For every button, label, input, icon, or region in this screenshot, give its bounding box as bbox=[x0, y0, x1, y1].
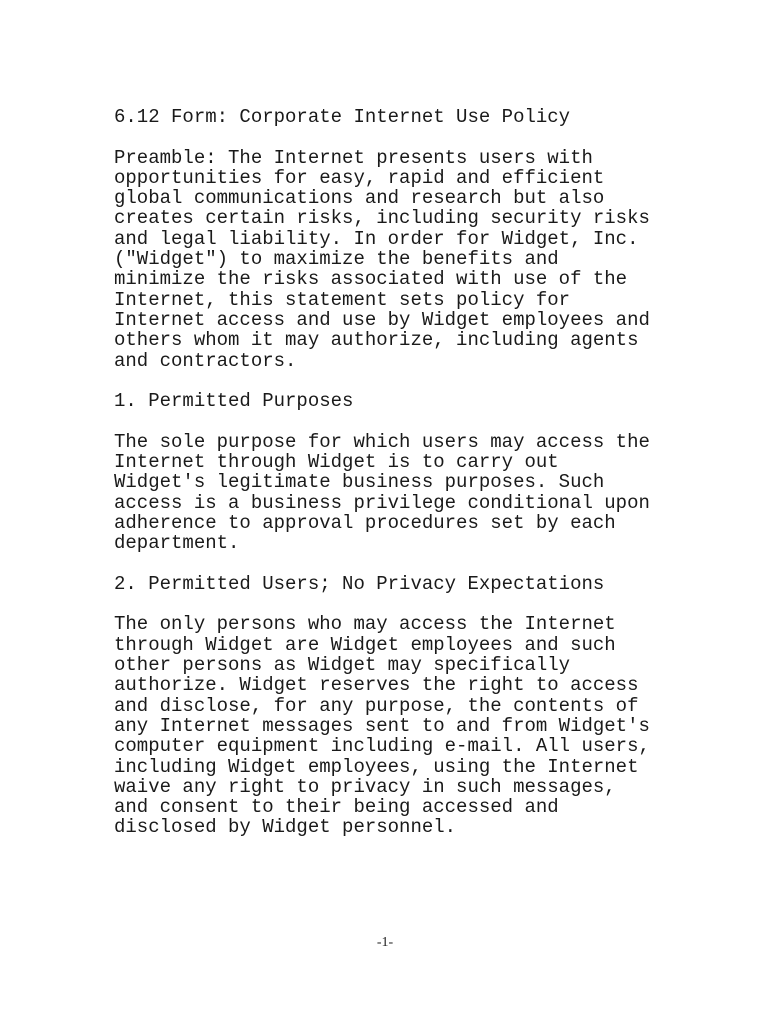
text-line: minimize the risks associated with use of the bbox=[114, 268, 628, 291]
text-line: opportunities for easy, rapid and efficient bbox=[114, 166, 605, 189]
text-line: through Widget are Widget employees and such bbox=[114, 633, 616, 656]
text-line: computer equipment including e-mail. All users, bbox=[114, 735, 650, 758]
section-2-paragraph bbox=[114, 614, 650, 837]
section-2-heading: 2. Permitted Users; No Privacy Expectations bbox=[114, 572, 605, 595]
text-line: and consent to their being accessed and bbox=[114, 796, 559, 819]
text-line: department. bbox=[114, 532, 240, 555]
text-line: including Widget employees, using the Internet bbox=[114, 755, 639, 778]
text-line: and legal liability. In order for Widget, Inc. bbox=[114, 227, 639, 250]
text-line: The only persons who may access the Internet bbox=[114, 613, 616, 636]
text-line: authorize. Widget reserves the right to access bbox=[114, 674, 639, 697]
text-line: any Internet messages sent to and from Widget's bbox=[114, 714, 650, 737]
text-line: adherence to approval procedures set by each bbox=[114, 511, 616, 534]
document-body bbox=[114, 107, 650, 858]
text-line: disclosed by Widget personnel. bbox=[114, 816, 457, 839]
text-line: Internet, this statement sets policy for bbox=[114, 288, 571, 311]
preamble-paragraph bbox=[114, 148, 650, 371]
text-line: and disclose, for any purpose, the contents of bbox=[114, 694, 639, 717]
text-line: The sole purpose for which users may access the bbox=[114, 430, 650, 453]
text-line: creates certain risks, including security risks bbox=[114, 207, 650, 230]
section-1-paragraph bbox=[114, 432, 650, 554]
text-line: Internet through Widget is to carry out bbox=[114, 451, 559, 474]
page-number: -1- bbox=[376, 935, 394, 950]
text-line: and contractors. bbox=[114, 349, 297, 372]
text-line: ("Widget") to maximize the benefits and bbox=[114, 248, 559, 271]
text-line: other persons as Widget may specifically bbox=[114, 654, 571, 677]
text-line: access is a business privilege conditional upon bbox=[114, 491, 650, 514]
text-line: Internet access and use by Widget employees and bbox=[114, 308, 650, 331]
text-line: others whom it may authorize, including agents bbox=[114, 329, 639, 352]
section-1-heading: 1. Permitted Purposes bbox=[114, 390, 354, 413]
document-title: 6.12 Form: Corporate Internet Use Policy bbox=[114, 106, 571, 128]
text-line: Preamble: The Internet presents users with bbox=[114, 146, 593, 169]
text-line: waive any right to privacy in such messages, bbox=[114, 775, 616, 798]
text-line: global communications and research but also bbox=[114, 187, 605, 210]
text-line: Widget's legitimate business purposes. Such bbox=[114, 471, 605, 494]
